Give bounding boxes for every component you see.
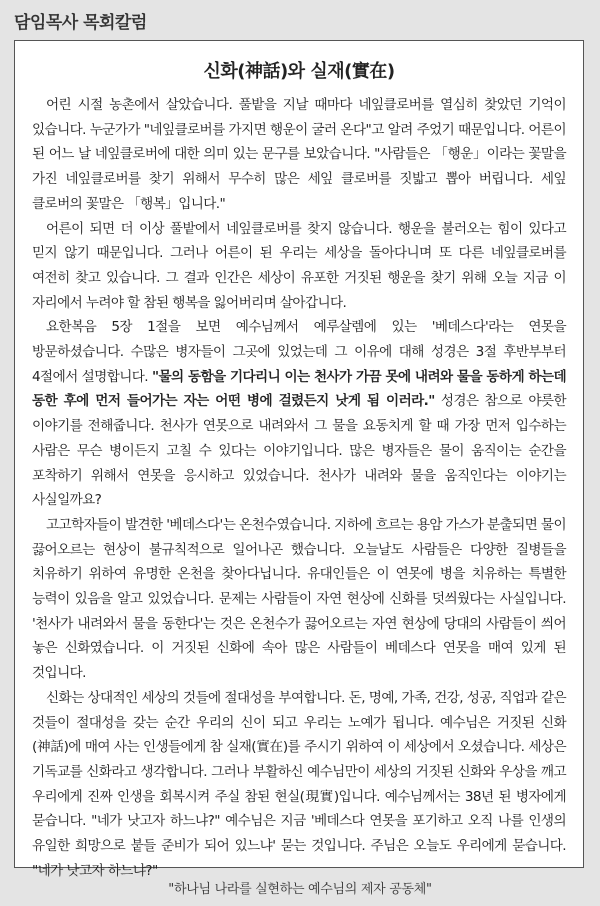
paragraph-5: 신화는 상대적인 세상의 것들에 절대성을 부여합니다. 돈, 명예, 가족, 건강, 성공, 직업과 같은 것들이 절대성을 갖는 순간 우리의 신이 되고 우리는 노예가 됩니다. 예수님은 거짓된 신화(神話)에 매여 사는 인생들에게 참 실재(實在)를 주시기 위하여 이 세상에서 오셨습니다. 세상은 기독교를 신화라고 생각합니다. 그러나 부활하신 예수님만이 세상의 거짓된 신화와 우상을 깨고 우리에게 진짜 인생을 회복시켜 주실 참된 현실(現實)입니다. 예수님께서는 38년 된 병자에게 묻습니다. "네가 낫고자 하느냐?" 예수님은 지금 '베데스다 연못을 포기하고 오직 나를 인생의 유일한 희망으로 붙들 준비가 되어 있느냐' 묻는 것입니다. 주님은 오늘도 우리에게 묻습니다. "네가 낫고자 하느냐?" (32, 689, 566, 879)
paragraph-3 (32, 315, 566, 513)
paragraph-3-intro: 요한복음 5장 1절을 보면 예수님께서 예루살렘에 있는 '베데스다'라는 연못을 방문하셨습니다. 수많은 병자들이 그곳에 있었는데 그 이유에 대해 성경은 3절 후반부부터 4절에서 설명합니다. (32, 319, 566, 385)
paragraph-3-rest: 성경은 참으로 야릇한 이야기를 전해줍니다. 천사가 연못으로 내려와서 그 물을 요동치게 할 때 가장 먼저 입수하는 사람은 무슨 병이든지 고칠 수 있다는 이야기입니다. 많은 병자들은 물이 움직이는 순간을 포착하기 위해서 연못을 응시하고 있었습니다. 천사가 내려와 물을 움직인다는 이야기는 사실일까요? (32, 393, 566, 509)
paragraph-2: 어른이 되면 더 이상 풀밭에서 네잎클로버를 찾지 않습니다. 행운을 불러오는 힘이 있다고 믿지 않기 때문입니다. 그러나 어른이 된 우리는 세상을 돌아다니며 또 다른 네잎클로버를 여전히 찾고 있습니다. 그 결과 인간은 세상이 유포한 거짓된 행운을 찾기 위해 오늘 지금 이 자리에서 누려야 할 참된 행복을 잃어버리며 살아갑니다. (32, 220, 566, 311)
column-body (32, 93, 566, 884)
paragraph-4: 고고학자들이 발견한 '베데스다'는 온천수였습니다. 지하에 흐르는 용암 가스가 분출되면 물이 끓어오르는 현상이 불규칙적으로 일어나곤 했습니다. 오늘날도 사람들은 다양한 질병들을 치유하기 위하여 유명한 온천을 찾아다닙니다. 유대인들은 이 연못에 병을 치유하는 특별한 능력이 있음을 알고 있었습니다. 문제는 사람들이 자연 현상에 신화를 덧씌웠다는 사실입니다. '천사가 내려와서 물을 동한다'는 것은 온천수가 끓어오르는 자연 현상에 당대의 사람들이 씌어 놓은 신화였습니다. 이 거짓된 신화에 속아 많은 사람들이 베데스다 연못을 매여 있게 된 것입니다. (32, 516, 566, 682)
column-title: 신화(神話)와 실재(實在) (203, 61, 395, 82)
column-card (14, 40, 584, 879)
scripture-quote: "물의 동함을 기다리니 이는 천사가 가끔 못에 내려와 물을 동하게 하는데 동한 후에 먼저 들어가는 자는 어떤 병에 걸렸든지 낫게 됨 이러라." (32, 368, 566, 410)
church-motto: "하나님 나라를 실현하는 예수님의 제자 공동체" (168, 882, 432, 897)
section-header: 담임목사 목회칼럼 (14, 13, 147, 33)
paragraph-1: 어린 시절 농촌에서 살았습니다. 풀밭을 지날 때마다 네잎클로버를 열심히 찾았던 기억이 있습니다. 누군가가 "네잎클로버를 가지면 행운이 굴러 온다"고 알려 주었기 때문입니다. 어른이 된 어느 날 네잎클로버에 대한 의미 있는 문구를 보았습니다. "사람들은 「행운」이라는 꽃말을 가진 네잎클로버를 찾기 위해서 무수히 많은 세잎 클로버를 짓밟고 뽑아 버립니다. 세잎 클로버의 꽃말은 「행복」입니다." (32, 97, 566, 212)
